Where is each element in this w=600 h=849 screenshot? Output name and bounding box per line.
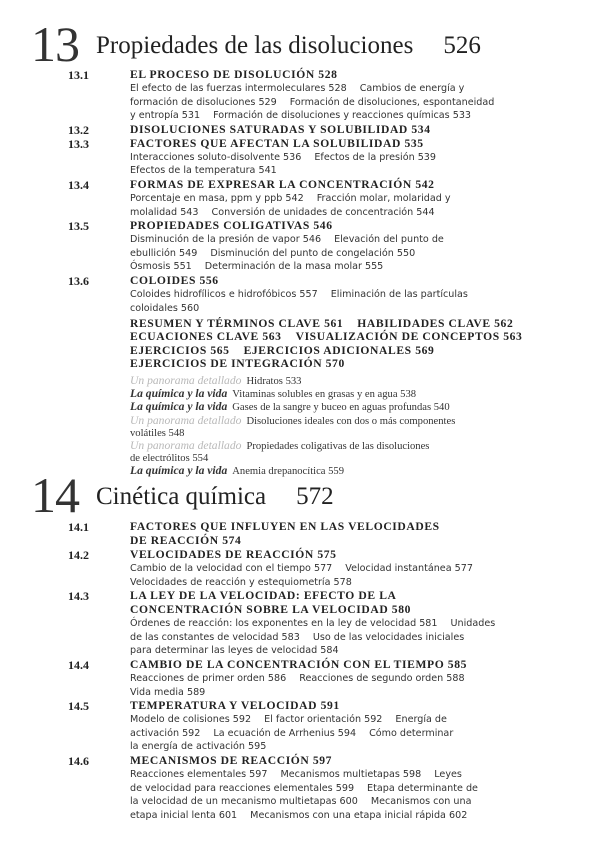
subsection-item[interactable]: formación de disoluciones 529: [130, 96, 277, 108]
feature-title[interactable]: Vitaminas solubles en grasas y en agua 538: [232, 389, 417, 401]
end-matter-line: [130, 344, 600, 357]
subsection-line: [130, 576, 600, 590]
section-14-2: [0, 548, 600, 589]
subsection-line: [130, 109, 600, 123]
subsection-item[interactable]: Efectos de la presión 539: [314, 151, 437, 163]
chapter-title[interactable]: Propiedades de las disoluciones: [96, 32, 414, 59]
section-heading[interactable]: MECANISMOS DE REACCIÓN 597: [130, 753, 333, 767]
subsection-item[interactable]: etapa inicial lenta 601: [130, 809, 238, 821]
subsection-line: [130, 260, 600, 274]
subsection-line: [130, 233, 600, 247]
end-matter-line: [130, 317, 600, 330]
feature-title[interactable]: Disoluciones ideales con dos o más componentes: [246, 415, 456, 427]
feature-label-vida: La química y la vida: [130, 464, 228, 478]
subsection-item[interactable]: Formación de disoluciones, espontaneidad: [289, 96, 495, 108]
subsection-item[interactable]: Energía de: [395, 714, 447, 726]
chapter-title-line: [96, 482, 334, 512]
section-heading[interactable]: FORMAS DE EXPRESAR LA CONCENTRACIÓN 542: [130, 177, 435, 191]
subsection-item[interactable]: Reacciones de segundo orden 588: [299, 672, 465, 684]
subsection-item[interactable]: Reacciones de primer orden 586: [130, 672, 287, 684]
feature-label-panorama: Un panorama detallado: [130, 373, 242, 387]
section-number: 14.5: [68, 699, 89, 714]
section-number: 14.6: [68, 753, 89, 768]
subsection-line: [130, 727, 600, 741]
subsection-item[interactable]: Cómo determinar: [369, 727, 454, 739]
end-matter-item[interactable]: EJERCICIOS 565: [130, 343, 230, 357]
subsection-line: [130, 644, 600, 658]
subsection-line: [130, 795, 600, 809]
subsection-item[interactable]: la velocidad de un mecanismo multietapas 600: [130, 796, 358, 808]
end-matter-item[interactable]: ECUACIONES CLAVE 563: [130, 330, 282, 344]
section-13-6: [0, 274, 600, 315]
subsection-line: [130, 782, 600, 796]
subsection-item[interactable]: Mecanismos con una: [370, 796, 472, 808]
section-heading[interactable]: VELOCIDADES DE REACCIÓN 575: [130, 548, 337, 561]
section-number: 13.1: [68, 68, 89, 82]
section-13-5: [0, 219, 600, 274]
subsection-item[interactable]: para determinar las leyes de velocidad 584: [130, 645, 339, 657]
subsection-line: [130, 809, 600, 823]
section-number: 13.5: [68, 219, 89, 234]
section-14-1: [0, 520, 600, 548]
section-heading[interactable]: EL PROCESO DE DISOLUCIÓN 528: [130, 68, 338, 81]
section-heading[interactable]: PROPIEDADES COLIGATIVAS 546: [130, 219, 333, 233]
subsection-item[interactable]: Mecanismos con una etapa inicial rápida 602: [250, 809, 468, 821]
end-matter-line: [130, 330, 600, 343]
end-matter: [0, 317, 600, 370]
section-13-3: [0, 137, 600, 178]
section-heading[interactable]: COLOIDES 556: [130, 273, 219, 287]
section-heading[interactable]: CONCENTRACIÓN SOBRE LA VELOCIDAD 580: [130, 603, 411, 617]
section-13-1: [0, 68, 600, 123]
feature-label-panorama: Un panorama detallado: [130, 438, 242, 452]
subsection-line: [130, 96, 600, 110]
subsection-line: [130, 302, 600, 316]
subsection-item[interactable]: Reacciones elementales 597: [130, 768, 268, 780]
chapter-13: [0, 16, 600, 479]
subsection-item[interactable]: Velocidad instantánea 577: [345, 563, 473, 574]
subsection-line: [130, 740, 600, 754]
section-number: 13.4: [68, 177, 89, 192]
subsection-item[interactable]: y entropía 531: [130, 110, 201, 122]
subsection-line: [130, 672, 600, 686]
subsection-item[interactable]: Formación de disoluciones y reacciones químicas 533: [213, 110, 472, 122]
subsection-line: [130, 617, 600, 631]
subsection-item[interactable]: Interacciones soluto-disolvente 536: [130, 151, 302, 163]
subsection-line: [130, 247, 600, 261]
subsection-item[interactable]: Uso de las velocidades iniciales: [312, 631, 465, 643]
feature-line: [130, 401, 600, 414]
chapter-title[interactable]: Cinética química: [96, 483, 267, 510]
section-heading[interactable]: FACTORES QUE AFECTAN LA SOLUBILIDAD 535: [130, 136, 424, 150]
section-heading[interactable]: LA LEY DE LA VELOCIDAD: EFECTO DE LA: [130, 589, 397, 603]
feature-line: [130, 415, 600, 428]
subsection-line: [130, 192, 600, 206]
subsection-item[interactable]: Leyes: [434, 768, 462, 780]
feature-label-vida: La química y la vida: [130, 387, 228, 401]
subsection-item[interactable]: El efecto de las fuerzas intermoleculares 528: [130, 83, 347, 94]
section-number: 14.4: [68, 657, 89, 672]
subsection-item[interactable]: El factor orientación 592: [264, 714, 383, 726]
subsection-item[interactable]: Etapa determinante de: [367, 782, 478, 794]
subsection-line: [130, 82, 600, 96]
subsection-item[interactable]: Determinación de la masa molar 555: [204, 261, 384, 273]
section-number: 13.2: [68, 122, 89, 137]
subsection-item[interactable]: Cambios de energía y: [359, 83, 465, 94]
feature-label-vida: La química y la vida: [130, 400, 228, 414]
section-14-4: [0, 658, 600, 699]
feature-title[interactable]: Propiedades coligativas de las disoluciones: [246, 440, 430, 452]
section-number: 13.3: [68, 136, 89, 151]
section-13-4: [0, 178, 600, 219]
subsection-item[interactable]: Velocidades de reacción y estequiometría 578: [130, 576, 352, 588]
section-14-5: [0, 699, 600, 754]
subsection-item[interactable]: ebullición 549: [130, 247, 198, 259]
subsection-line: [130, 686, 600, 700]
subsection-line: [130, 768, 600, 782]
subsection-item[interactable]: Órdenes de reacción: los exponentes en la ley de velocidad 581: [130, 618, 438, 630]
subsection-item[interactable]: Efectos de la temperatura 541: [130, 165, 277, 177]
section-14-6: [0, 754, 600, 822]
section-number: 14.2: [68, 548, 89, 562]
subsection-item[interactable]: Disminución del punto de congelación 550: [210, 247, 416, 259]
subsection-item[interactable]: Modelo de colisiones 592: [130, 714, 252, 726]
section-14-3: [0, 589, 600, 658]
subsection-item[interactable]: de las constantes de velocidad 583: [130, 631, 300, 643]
chapter-number: 13: [31, 16, 79, 72]
end-matter-line: [130, 357, 600, 370]
subsection-item[interactable]: Porcentaje en masa, ppm y ppb 542: [130, 192, 304, 204]
section-number: 14.3: [68, 589, 89, 604]
feature-title[interactable]: de electrólitos 554: [130, 453, 209, 465]
chapter-number: 14: [31, 467, 79, 523]
subsection-item[interactable]: La ecuación de Arrhenius 594: [213, 727, 357, 739]
subsection-line: [130, 288, 600, 302]
subsection-item[interactable]: Eliminación de las partículas: [330, 288, 468, 300]
subsection-line: [130, 562, 600, 576]
feature-title[interactable]: Anemia drepanocítica 559: [232, 466, 345, 478]
chapter-page: 572: [296, 483, 334, 510]
feature-label-panorama: Un panorama detallado: [130, 413, 242, 427]
subsection-item[interactable]: Vida media 589: [130, 686, 206, 698]
chapter-page: 526: [443, 32, 481, 59]
subsection-item[interactable]: Coloides hidrofílicos e hidrofóbicos 557: [130, 288, 318, 300]
chapter-header: [0, 16, 600, 72]
section-heading[interactable]: TEMPERATURA Y VELOCIDAD 591: [130, 699, 340, 713]
feature-line: [130, 440, 600, 453]
feature-title[interactable]: volátiles 548: [130, 427, 185, 439]
end-matter-item[interactable]: EJERCICIOS DE INTEGRACIÓN 570: [130, 356, 345, 370]
subsection-item[interactable]: Mecanismos multietapas 598: [280, 768, 422, 780]
subsection-item[interactable]: la energía de activación 595: [130, 741, 267, 753]
subsection-item[interactable]: Elevación del punto de: [334, 234, 444, 246]
section-number: 13.6: [68, 273, 89, 288]
end-matter-item[interactable]: VISUALIZACIÓN DE CONCEPTOS 563: [295, 330, 523, 344]
section-13-2: [0, 123, 600, 137]
subsection-line: [130, 164, 600, 178]
subsection-item[interactable]: Ósmosis 551: [130, 261, 192, 273]
subsection-item[interactable]: Conversión de unidades de concentración 544: [211, 206, 435, 218]
subsection-item[interactable]: de velocidad para reacciones elementales 599: [130, 782, 355, 794]
subsection-line: [130, 151, 600, 165]
feature-boxes-list: [0, 375, 600, 479]
subsection-item[interactable]: Disminución de la presión de vapor 546: [130, 234, 322, 246]
end-matter-item[interactable]: HABILIDADES CLAVE 562: [357, 317, 514, 331]
subsection-item[interactable]: molalidad 543: [130, 206, 199, 218]
subsection-item[interactable]: coloidales 560: [130, 302, 200, 314]
section-heading[interactable]: CAMBIO DE LA CONCENTRACIÓN CON EL TIEMPO 585: [130, 657, 467, 671]
section-heading[interactable]: FACTORES QUE INFLUYEN EN LAS VELOCIDADES: [130, 520, 440, 533]
feature-title[interactable]: Gases de la sangre y buceo en aguas profundas 540: [232, 402, 450, 414]
subsection-item[interactable]: Unidades: [450, 618, 496, 630]
subsection-item[interactable]: Fracción molar, molaridad y: [316, 192, 451, 204]
chapter-title-line: [96, 31, 481, 61]
subsection-line: [130, 631, 600, 645]
end-matter-item[interactable]: RESUMEN Y TÉRMINOS CLAVE 561: [130, 317, 344, 331]
feature-title[interactable]: Hidratos 533: [246, 375, 302, 387]
subsection-item[interactable]: Cambio de la velocidad con el tiempo 577: [130, 563, 333, 574]
section-number: 14.1: [68, 520, 89, 534]
subsection-line: [130, 713, 600, 727]
section-heading[interactable]: DISOLUCIONES SATURADAS Y SOLUBILIDAD 534: [130, 122, 431, 136]
subsection-line: [130, 206, 600, 220]
subsection-item[interactable]: activación 592: [130, 727, 201, 739]
end-matter-item[interactable]: EJERCICIOS ADICIONALES 569: [243, 343, 435, 357]
section-heading[interactable]: DE REACCIÓN 574: [130, 534, 242, 547]
